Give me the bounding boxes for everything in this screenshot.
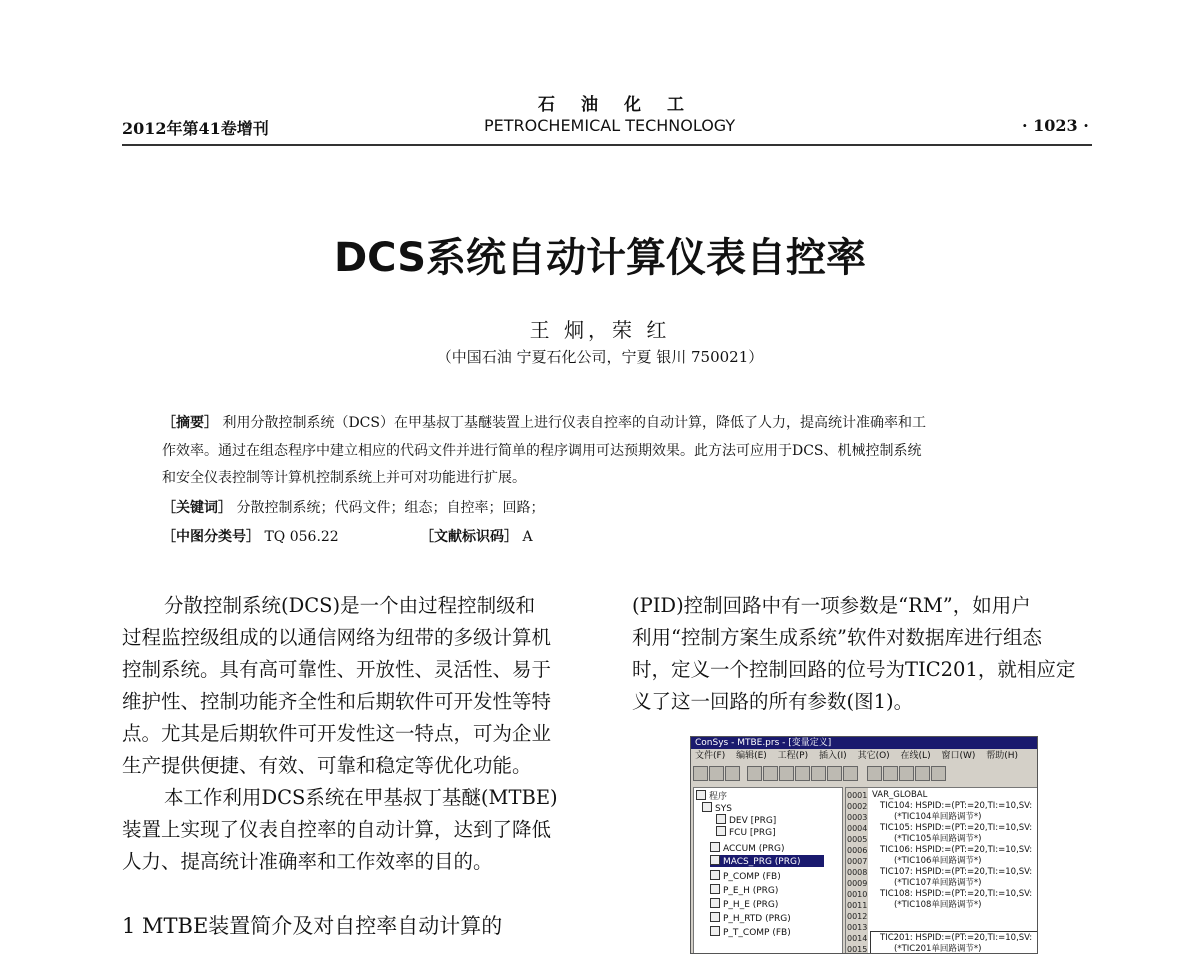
paragraph-line: 装置上实现了仪表自控率的自动计算，达到了降低 bbox=[122, 818, 552, 841]
line-number: 0008 bbox=[847, 868, 868, 877]
tree-item: FCU [PRG] bbox=[716, 826, 776, 838]
line-number: 0009 bbox=[847, 879, 868, 888]
code-line: TIC107: HSPID:=(PT:=20,TI:=10,SV: bbox=[880, 867, 1033, 877]
tree-item: 程序 bbox=[696, 790, 727, 802]
folder-icon bbox=[702, 802, 712, 812]
program-icon bbox=[710, 855, 720, 865]
toolbar-button-icon bbox=[693, 766, 708, 781]
toolbar-button-icon bbox=[931, 766, 946, 781]
keywords-line bbox=[162, 497, 544, 517]
toolbar-button-icon bbox=[779, 766, 794, 781]
figure-1-screenshot bbox=[690, 736, 1038, 954]
abstract-line: 作效率。通过在组态程序中建立相应的代码文件并进行简单的程序调用可达预期效果。此方法可应用于DCS、机械控制系统 bbox=[162, 443, 922, 459]
code-line: TIC201: HSPID:=(PT:=20,TI:=10,SV: bbox=[880, 933, 1033, 943]
document-code: A bbox=[522, 529, 533, 545]
code-line: TIC106: HSPID:=(PT:=20,TI:=10,SV: bbox=[880, 845, 1033, 855]
tree-item: ACCUM (PRG) bbox=[710, 842, 784, 854]
code-line: (*TIC201单回路调节*) bbox=[894, 944, 982, 954]
tree-item: P_T_COMP (FB) bbox=[710, 926, 791, 938]
figure-menu-item: 其它(O) bbox=[857, 751, 890, 761]
header-rule bbox=[122, 144, 1092, 146]
paragraph-line: (PID)控制回路中有一项参数是“RM”，如用户 bbox=[632, 594, 1031, 617]
paragraph-line: 点。尤其是后期软件可开发性这一特点，可为企业 bbox=[122, 722, 552, 745]
paragraph-line: 生产提供便捷、有效、可靠和稳定等优化功能。 bbox=[122, 754, 532, 777]
tree-item: P_COMP (FB) bbox=[710, 870, 781, 882]
figure-menu-item: 在线(L) bbox=[900, 751, 931, 761]
body-right-column bbox=[632, 590, 1094, 718]
abstract-line: 和安全仪表控制等计算机控制系统上并可对功能进行扩展。 bbox=[162, 470, 526, 486]
line-number: 0001 bbox=[847, 791, 868, 800]
figure-toolbar bbox=[691, 764, 1037, 784]
program-icon bbox=[710, 898, 720, 908]
document-code-tag: ［文献标识码］ bbox=[420, 529, 518, 545]
toolbar-button-icon bbox=[827, 766, 842, 781]
figure-menu-item: 插入(I) bbox=[819, 751, 847, 761]
program-icon bbox=[716, 826, 726, 836]
code-line: (*TIC105单回路调节*) bbox=[894, 834, 982, 844]
paragraph-line: 分散控制系统(DCS)是一个由过程控制级和 bbox=[164, 594, 536, 617]
tree-item: DEV [PRG] bbox=[716, 814, 776, 826]
code-line: (*TIC108单回路调节*) bbox=[894, 900, 982, 910]
toolbar-button-icon bbox=[843, 766, 858, 781]
toolbar-button-icon bbox=[763, 766, 778, 781]
abstract-text: 利用分散控制系统（DCS）在甲基叔丁基醚装置上进行仪表自控率的自动计算，降低了人力，提高统计准确率和工 bbox=[222, 415, 926, 431]
affiliation: （中国石油 宁夏石化公司，宁夏 银川 750021） bbox=[436, 348, 764, 366]
tree-item: P_H_RTD (PRG) bbox=[710, 912, 791, 924]
document-code-line bbox=[420, 526, 533, 546]
tree-item-selected: MACS_PRG (PRG) bbox=[710, 855, 824, 867]
paragraph-line: 本工作利用DCS系统在甲基叔丁基醚(MTBE) bbox=[164, 786, 558, 809]
figure-menu-item: 文件(F) bbox=[695, 751, 726, 761]
code-line: (*TIC106单回路调节*) bbox=[894, 856, 982, 866]
figure-menu-item: 编辑(E) bbox=[736, 751, 767, 761]
paragraph-line: 维护性、控制功能齐全性和后期软件可开发性等特 bbox=[122, 690, 552, 713]
code-line: TIC108: HSPID:=(PT:=20,TI:=10,SV: bbox=[880, 889, 1033, 899]
issue-label: 2012年第41卷增刊 bbox=[122, 119, 269, 138]
page-number: · 1023 · bbox=[1022, 116, 1089, 135]
toolbar-button-icon bbox=[811, 766, 826, 781]
paragraph-line: 人力、提高统计准确率和工作效率的目的。 bbox=[122, 850, 493, 873]
folder-icon bbox=[696, 790, 706, 800]
classification-code: TQ 056.22 bbox=[264, 529, 339, 545]
figure-window-title: ConSys - MTBE.prs - [变量定义] bbox=[691, 737, 1037, 749]
classification-line bbox=[162, 526, 339, 546]
toolbar-button-icon bbox=[883, 766, 898, 781]
tree-item: P_E_H (PRG) bbox=[710, 884, 778, 896]
figure-project-tree bbox=[693, 787, 843, 954]
line-number: 0003 bbox=[847, 813, 868, 822]
code-line: TIC105: HSPID:=(PT:=20,TI:=10,SV: bbox=[880, 823, 1033, 833]
toolbar-button-icon bbox=[747, 766, 762, 781]
keywords-tag: ［关键词］ bbox=[162, 500, 232, 516]
tree-item: P_H_E (PRG) bbox=[710, 898, 778, 910]
paragraph-line: 利用“控制方案生成系统”软件对数据库进行组态 bbox=[632, 626, 1042, 649]
program-icon bbox=[710, 926, 720, 936]
program-icon bbox=[716, 814, 726, 824]
line-number: 0015 bbox=[847, 945, 868, 954]
code-line: VAR_GLOBAL bbox=[872, 790, 928, 800]
line-number: 0010 bbox=[847, 890, 868, 899]
line-number: 0005 bbox=[847, 835, 868, 844]
authors: 王 炯，荣 红 bbox=[529, 318, 671, 342]
paragraph-line: 义了这一回路的所有参数(图1)。 bbox=[632, 690, 914, 713]
toolbar-button-icon bbox=[709, 766, 724, 781]
figure-menu-item: 工程(P) bbox=[777, 751, 809, 761]
line-number: 0013 bbox=[847, 923, 868, 932]
line-number: 0007 bbox=[847, 857, 868, 866]
program-icon bbox=[710, 870, 720, 880]
paper-title: DCS系统自动计算仪表自控率 bbox=[333, 235, 867, 281]
body-left-column bbox=[122, 590, 592, 878]
paragraph-line: 时，定义一个控制回路的位号为TIC201，就相应定 bbox=[632, 658, 1076, 681]
line-number: 0002 bbox=[847, 802, 868, 811]
code-line: (*TIC104单回路调节*) bbox=[894, 812, 982, 822]
keywords-text: 分散控制系统；代码文件；组态；自控率；回路； bbox=[236, 500, 545, 516]
code-line: TIC104: HSPID:=(PT:=20,TI:=10,SV: bbox=[880, 801, 1033, 811]
journal-name-en: PETROCHEMICAL TECHNOLOGY bbox=[484, 116, 736, 135]
section-heading: 1 MTBE装置简介及对自控率自动计算的 bbox=[122, 914, 503, 938]
toolbar-button-icon bbox=[867, 766, 882, 781]
line-number-gutter bbox=[846, 788, 868, 954]
line-number: 0006 bbox=[847, 846, 868, 855]
line-number: 0011 bbox=[847, 901, 868, 910]
toolbar-button-icon bbox=[725, 766, 740, 781]
toolbar-button-icon bbox=[795, 766, 810, 781]
abstract-tag: ［摘要］ bbox=[162, 415, 218, 431]
toolbar-button-icon bbox=[899, 766, 914, 781]
code-line: (*TIC107单回路调节*) bbox=[894, 878, 982, 888]
figure-menu-item: 帮助(H) bbox=[986, 751, 1019, 761]
paragraph-line: 控制系统。具有高可靠性、开放性、灵活性、易于 bbox=[122, 658, 552, 681]
journal-name-cn: 石油化工 bbox=[538, 95, 710, 115]
program-icon bbox=[710, 842, 720, 852]
paragraph-line: 过程监控级组成的以通信网络为纽带的多级计算机 bbox=[122, 626, 552, 649]
figure-menubar bbox=[691, 749, 1037, 763]
abstract-line bbox=[162, 412, 926, 432]
toolbar-button-icon bbox=[915, 766, 930, 781]
line-number: 0014 bbox=[847, 934, 868, 943]
program-icon bbox=[710, 884, 720, 894]
figure-code-editor bbox=[845, 787, 1038, 954]
line-number: 0012 bbox=[847, 912, 868, 921]
line-number: 0004 bbox=[847, 824, 868, 833]
figure-menu-item: 窗口(W) bbox=[941, 751, 976, 761]
tree-item: SYS bbox=[702, 802, 732, 814]
program-icon bbox=[710, 912, 720, 922]
classification-tag: ［中图分类号］ bbox=[162, 529, 260, 545]
